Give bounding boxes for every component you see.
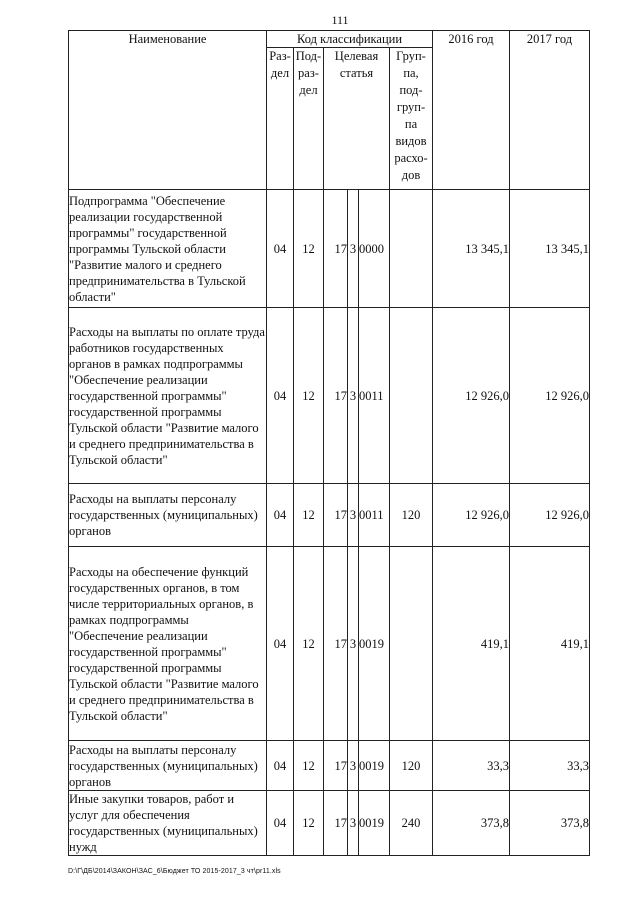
- row-name: Расходы на выплаты персоналу государственных (муниципальных) органов: [69, 484, 267, 547]
- row-name: Расходы на выплаты по оплате труда работников государственных органов в рамках подпрограммы "Обеспечение реализации государственной программы" государственной программы Тульской области "Развитие малого и среднего предпринимательства в Тульской области": [69, 308, 267, 484]
- row-amount-2017: 373,8: [510, 791, 590, 856]
- row-amount-2016: 33,3: [433, 741, 510, 791]
- row-amount-2016: 12 926,0: [433, 308, 510, 484]
- row-subsection: 12: [294, 484, 324, 547]
- row-subsection: 12: [294, 741, 324, 791]
- table-row: [69, 190, 590, 308]
- row-target-program: 17: [324, 190, 348, 308]
- row-name: Иные закупки товаров, работ и услуг для обеспечения государственных (муниципальных) нужд: [69, 791, 267, 856]
- row-amount-2016: 373,8: [433, 791, 510, 856]
- header-target: Целевая статья: [324, 48, 390, 190]
- table-row: [69, 791, 590, 856]
- row-target-program: 17: [324, 547, 348, 741]
- row-amount-2017: 12 926,0: [510, 484, 590, 547]
- header-subsection: Под- раз- дел: [294, 48, 324, 190]
- row-section: 04: [267, 791, 294, 856]
- row-subsection: 12: [294, 190, 324, 308]
- header-year-2017: 2017 год: [510, 31, 590, 190]
- row-group: 240: [390, 791, 433, 856]
- row-target-subprogram: 3: [348, 308, 359, 484]
- table-row: [69, 741, 590, 791]
- row-name: Расходы на обеспечение функций государственных органов, в том числе территориальных органов, в рамках подпрограммы "Обеспечение реализации государственной программы" государственной программы Тульской области "Развитие малого и среднего предпринимательства в Тульской области": [69, 547, 267, 741]
- row-target-program: 17: [324, 791, 348, 856]
- row-amount-2017: 33,3: [510, 741, 590, 791]
- header-section: Раз- дел: [267, 48, 294, 190]
- row-subsection: 12: [294, 308, 324, 484]
- page-number: 111: [331, 13, 349, 27]
- row-name: Подпрограмма "Обеспечение реализации государственной программы" государственной программы Тульской области "Развитие малого и среднего предпринимательства в Тульской области": [69, 190, 267, 308]
- row-target-program: 17: [324, 741, 348, 791]
- row-name: Расходы на выплаты персоналу государственных (муниципальных) органов: [69, 741, 267, 791]
- row-target-program: 17: [324, 308, 348, 484]
- header-group: Груп- па, под- груп- па видов расхо- дов: [390, 48, 433, 190]
- row-target-subprogram: 3: [348, 791, 359, 856]
- row-amount-2017: 419,1: [510, 547, 590, 741]
- row-subsection: 12: [294, 547, 324, 741]
- row-target-subprogram: 3: [348, 484, 359, 547]
- row-group: 120: [390, 741, 433, 791]
- row-group: [390, 190, 433, 308]
- header-name: Наименование: [69, 31, 267, 190]
- row-section: 04: [267, 484, 294, 547]
- table-row: [69, 308, 590, 484]
- row-section: 04: [267, 547, 294, 741]
- row-section: 04: [267, 190, 294, 308]
- row-target-direction: 0019: [359, 547, 390, 741]
- row-amount-2016: 419,1: [433, 547, 510, 741]
- header-code: Код классификации: [267, 31, 433, 48]
- row-group: [390, 308, 433, 484]
- row-amount-2016: 13 345,1: [433, 190, 510, 308]
- row-target-direction: 0011: [359, 484, 390, 547]
- header-year-2016: 2016 год: [433, 31, 510, 190]
- row-target-direction: 0019: [359, 741, 390, 791]
- row-amount-2017: 12 926,0: [510, 308, 590, 484]
- row-group: 120: [390, 484, 433, 547]
- row-target-subprogram: 3: [348, 547, 359, 741]
- row-target-direction: 0000: [359, 190, 390, 308]
- row-group: [390, 547, 433, 741]
- row-amount-2016: 12 926,0: [433, 484, 510, 547]
- row-target-program: 17: [324, 484, 348, 547]
- row-target-direction: 0011: [359, 308, 390, 484]
- budget-table: [68, 30, 590, 856]
- row-amount-2017: 13 345,1: [510, 190, 590, 308]
- row-target-subprogram: 3: [348, 190, 359, 308]
- row-target-subprogram: 3: [348, 741, 359, 791]
- file-path-footer: D:\Г\ДБ\2014\ЗАКОН\ЗАС_6\Бюджет ТО 2015-2017_3 чт\pr11.xls: [68, 868, 281, 875]
- row-section: 04: [267, 741, 294, 791]
- table-row: [69, 484, 590, 547]
- row-target-direction: 0019: [359, 791, 390, 856]
- row-section: 04: [267, 308, 294, 484]
- table-row: [69, 547, 590, 741]
- row-subsection: 12: [294, 791, 324, 856]
